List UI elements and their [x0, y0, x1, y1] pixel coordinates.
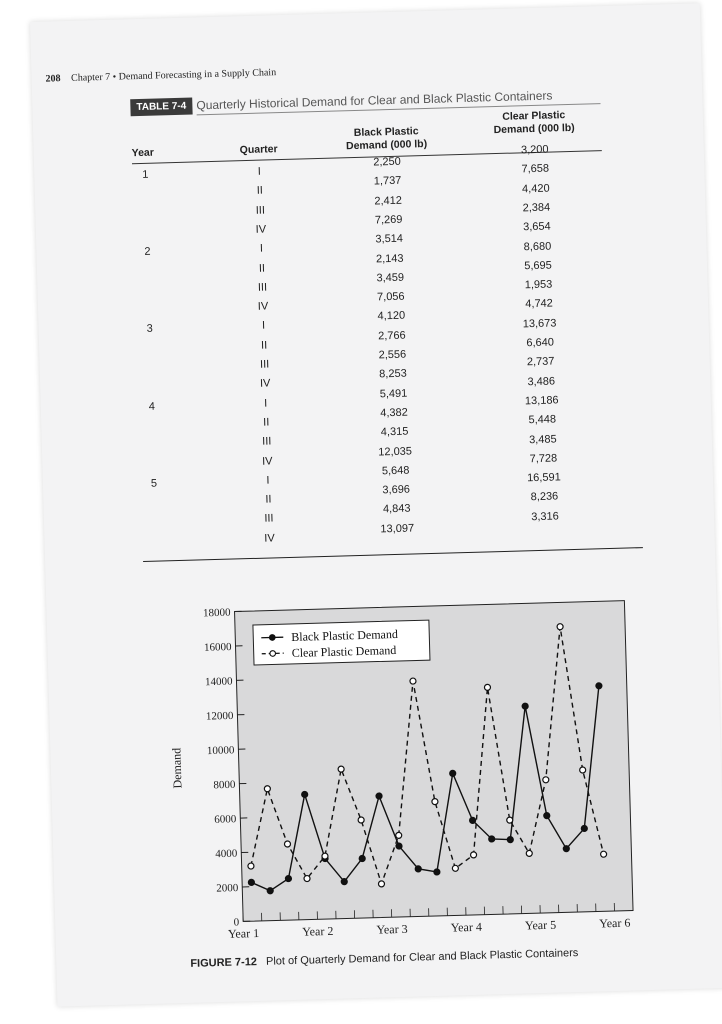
clear-point [526, 850, 532, 856]
cell-quarter: II [258, 262, 266, 275]
cell-year [144, 226, 164, 227]
figure-caption-text: Plot of Quarterly Demand for Clear and Black Plastic Containers [265, 947, 579, 968]
cell-black: 7,269 [374, 213, 403, 227]
legend-marker [269, 635, 275, 641]
y-axis-label: Demand [169, 747, 185, 789]
cell-year: 5 [150, 477, 158, 490]
cell-year [143, 188, 163, 189]
cell-black: 4,382 [380, 406, 408, 420]
clear-point [378, 881, 384, 887]
cell-year: 4 [148, 400, 156, 413]
black-point [415, 866, 421, 872]
cell-clear: 3,316 [531, 510, 559, 523]
cell-quarter: III [264, 512, 274, 526]
cell-quarter: II [265, 493, 272, 506]
cell-quarter: II [256, 184, 264, 198]
cell-quarter: I [259, 242, 264, 255]
black-point [396, 843, 402, 849]
cell-year [149, 419, 169, 420]
clear-point [410, 678, 416, 684]
cell-clear: 5,448 [528, 413, 557, 427]
cell-black: 8,253 [379, 367, 407, 381]
col-year-header: Year [131, 146, 155, 160]
clear-point [338, 766, 344, 772]
black-point [285, 875, 291, 881]
cell-quarter: I [264, 397, 268, 410]
cell-year [151, 496, 171, 497]
cell-black: 4,843 [382, 502, 411, 516]
cell-year: 2 [144, 245, 151, 259]
col-clear-header [479, 108, 590, 137]
clear-point [264, 786, 270, 792]
black-point [489, 836, 495, 842]
cell-year [150, 458, 170, 459]
cell-quarter: I [261, 319, 266, 333]
figure-label: FIGURE 7-12 [190, 956, 258, 970]
black-point [544, 813, 550, 819]
cell-black: 12,035 [378, 445, 413, 458]
black-point [507, 837, 513, 843]
y-tick-label: 18000 [202, 606, 231, 620]
cell-clear: 6,640 [526, 336, 555, 350]
y-tick-label: 16000 [203, 641, 232, 654]
col-quarter-header: Quarter [239, 143, 278, 157]
clear-point [601, 851, 607, 857]
black-point [563, 846, 569, 852]
cell-year [147, 342, 167, 343]
cell-clear: 16,591 [526, 471, 561, 485]
cell-year [148, 361, 168, 362]
cell-clear: 7,658 [521, 162, 550, 176]
cell-black: 3,459 [376, 271, 405, 285]
cell-clear: 3,485 [528, 432, 557, 446]
clear-point [543, 777, 549, 783]
running-header [45, 67, 276, 84]
cell-quarter: IV [264, 532, 275, 545]
cell-quarter: III [257, 281, 268, 294]
cell-clear: 5,695 [524, 259, 552, 273]
cell-black: 4,315 [380, 425, 409, 439]
cell-year [150, 438, 170, 439]
cell-clear: 2,384 [522, 201, 551, 215]
cell-clear: 3,486 [527, 375, 556, 388]
col-clear-header-line2: Demand (000 lb) [493, 121, 575, 137]
cell-year [152, 516, 172, 517]
cell-quarter: I [257, 165, 261, 178]
cell-black: 7,056 [376, 290, 405, 304]
page-number: 208 [45, 73, 61, 85]
cell-quarter: IV [257, 300, 269, 313]
clear-point [322, 853, 328, 859]
cell-clear: 8,680 [523, 240, 552, 253]
clear-point [580, 767, 586, 773]
book-page [30, 3, 722, 1006]
cell-quarter: III [259, 358, 270, 371]
cell-clear: 4,420 [521, 182, 550, 195]
y-tick-label: 2000 [216, 882, 239, 895]
cell-black: 2,412 [374, 194, 403, 208]
table-title: Quarterly Historical Demand for Clear and Black Plastic Containers [196, 87, 600, 115]
cell-quarter: II [260, 339, 268, 352]
cell-clear: 13,673 [522, 317, 557, 331]
clear-point [432, 799, 438, 805]
cell-quarter: II [263, 416, 270, 429]
cell-quarter: IV [261, 454, 273, 468]
y-tick-label: 8000 [213, 778, 236, 792]
black-point [376, 793, 382, 799]
clear-point [470, 852, 476, 858]
table-label: TABLE 7-4 [130, 98, 192, 117]
black-point [359, 855, 365, 861]
x-tick-label: Year 4 [450, 919, 483, 935]
x-tick-label: Year 6 [599, 915, 631, 931]
x-tick-label: Year 2 [302, 923, 334, 939]
cell-year: 3 [146, 323, 153, 336]
cell-quarter: III [255, 204, 266, 217]
cell-year: 1 [142, 168, 149, 181]
cell-clear: 13,186 [524, 394, 559, 408]
clear-point [284, 841, 290, 847]
demand-line-chart [85, 559, 675, 955]
cell-quarter: III [262, 435, 272, 448]
clear-point [507, 817, 513, 823]
y-tick-label: 0 [233, 916, 240, 929]
cell-clear: 1,953 [524, 278, 553, 292]
cell-black: 3,514 [375, 232, 404, 246]
cell-year [148, 381, 168, 382]
clear-point [396, 832, 402, 838]
cell-clear: 2,737 [526, 355, 555, 369]
cell-black: 1,737 [373, 174, 402, 188]
legend-label: Clear Plastic Demand [291, 643, 397, 660]
y-tick-label: 4000 [215, 847, 238, 861]
y-tick-label: 10000 [206, 744, 235, 758]
black-point [341, 879, 347, 885]
col-black-header [331, 125, 442, 154]
clear-point [452, 865, 458, 871]
cell-black: 2,766 [377, 329, 406, 343]
cell-black: 2,250 [373, 155, 401, 169]
col-black-header-line1: Black Plastic [353, 125, 419, 139]
cell-year [146, 303, 166, 304]
black-point [302, 791, 308, 797]
cell-black: 5,491 [379, 387, 408, 400]
cell-year [145, 265, 165, 266]
cell-black: 5,648 [381, 464, 410, 478]
clear-point [304, 875, 310, 881]
black-point [248, 879, 254, 885]
chapter-title: Chapter 7 • Demand Forecasting in a Supply Chain [70, 67, 277, 84]
x-tick-label: Year 3 [376, 921, 408, 937]
clear-point [248, 863, 254, 869]
cell-quarter: IV [255, 223, 267, 236]
cell-black: 2,556 [378, 348, 407, 362]
cell-year [152, 535, 172, 536]
cell-clear: 8,236 [530, 490, 559, 504]
cell-clear: 7,728 [529, 452, 558, 466]
col-black-header-line2: Demand (000 lb) [345, 137, 428, 153]
clear-point [557, 624, 563, 630]
clear-point [358, 817, 364, 823]
cell-quarter: IV [259, 377, 271, 391]
cell-clear: 4,742 [525, 297, 554, 311]
cell-black: 4,120 [377, 310, 406, 323]
col-clear-header-line1: Clear Plastic [502, 109, 566, 123]
black-point [581, 825, 587, 831]
clear-point [484, 684, 490, 690]
y-tick-label: 6000 [214, 813, 237, 826]
cell-black: 13,097 [380, 522, 415, 536]
y-tick-label: 12000 [205, 709, 234, 723]
cell-black: 3,696 [382, 483, 411, 497]
y-tick-label: 14000 [204, 675, 233, 689]
table-bottom-rule [143, 547, 643, 562]
black-point [267, 888, 273, 894]
x-tick-label: Year 1 [227, 925, 260, 941]
legend-label: Black Plastic Demand [291, 626, 399, 644]
black-point [470, 817, 476, 823]
legend-marker [270, 651, 276, 657]
cell-quarter: I [266, 474, 270, 487]
cell-year [143, 207, 163, 208]
black-point [450, 770, 456, 776]
x-tick-label: Year 5 [524, 917, 557, 933]
black-point [596, 683, 602, 689]
black-point [434, 869, 440, 875]
cell-clear: 3,200 [520, 143, 549, 157]
cell-year [145, 284, 165, 285]
cell-clear: 3,654 [522, 220, 551, 234]
cell-black: 2,143 [375, 252, 404, 265]
black-point [522, 703, 528, 709]
